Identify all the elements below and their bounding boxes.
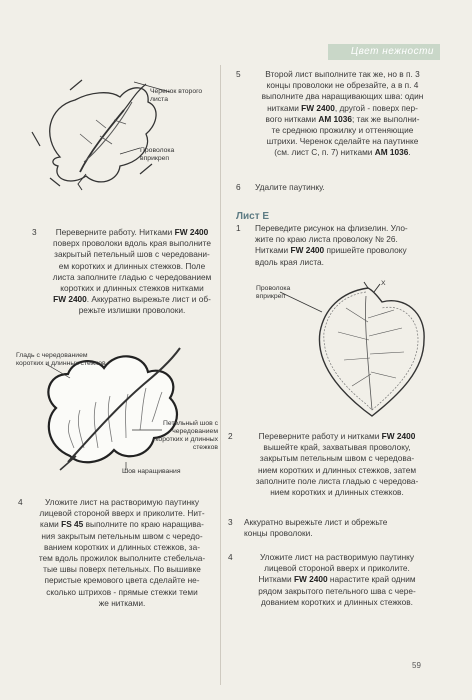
section-header: Цвет нежности [350,46,434,57]
label-stem: Черенок второго листа [150,88,203,103]
text-line: поверх проволоки вдоль края выполните [53,238,211,249]
text-line: Переверните работу и нитками FW 2400 [258,431,416,441]
step-number: 2 [228,431,233,441]
thread-code: AM 1036 [374,147,409,158]
text-line: Уложите лист на растворимую паутинку [44,497,200,507]
text-line: ем коротких и длинных стежков. Поле [58,260,206,271]
text-line: Уложите лист на растворимую паутинку [259,552,415,562]
thread-code: FS 45 [61,519,84,530]
column-divider [220,65,221,685]
section-title: Лист Е [236,211,270,222]
text-line: вдоль края листа. [255,256,324,267]
text-line: Удалите паутинку. [255,182,325,192]
text-line: закрытым петельным швом с чередова- [259,453,415,464]
step-number: 3 [32,227,37,237]
text-line: заполните поле листа гладью с чередова- [255,475,419,486]
step-6-text [255,182,435,193]
text-line: закрытый петельный шов с чередовани- [54,249,210,260]
label-wire-2: Проволока вприкреп [256,285,291,300]
text-line: Второй лист выполните так же, но в п. 3 [265,69,420,79]
text-line: Аккуратно вырежьте лист и обрежьте [244,517,388,527]
text-line: те среднюю прожилку и оттеняющие [271,125,414,136]
text-line: тем вдоль прожилок выполните стебельча- [38,553,206,564]
text-line: вышейте край, захватывая проволоку, [263,442,411,453]
text-line: Нитками FW 2400 пришейте проволоку [255,245,407,256]
text-line: дованием коротких и длинных стежков. [261,596,413,607]
step-5-text [251,69,434,159]
text-line: жите по краю листа проволоку № 26. [255,234,398,245]
step-number: 6 [236,182,241,192]
step-3-text [47,227,217,317]
label-overlay: Шов наращивания [122,468,181,475]
text-line: режьте излишки проволоки. [78,305,186,316]
text-line: нием коротких и длинных стежков. [270,487,404,498]
label-buttonhole: Петельный шов с чередованием коротких и длинных стежков [155,420,218,451]
figure-leaf-outline [290,282,440,422]
label-x-mark: Х [381,280,386,287]
text-line: (см. лист С, п. 7) нитками AM 1036. [274,147,411,158]
text-line: сколько штрихов - прямые стежки теми [46,586,198,597]
thread-code: FW 2400 [293,574,328,585]
text-line: штрихи. Черенок сделайте на паутинке [266,136,419,147]
text-line: коротких и длинных стежков нитками [60,283,204,294]
step-number: 4 [228,552,233,562]
thread-code: FW 2400 [301,102,335,113]
text-line: тые швы поверх петельных. По вышивке [43,564,201,575]
step-e4-text [241,552,433,608]
text-line: перистые кремового цвета сделайте не- [44,575,200,586]
text-line: листа заполните гладью с чередованием [52,271,212,282]
page-number: 59 [412,661,421,670]
thread-code: FW 2400 [174,227,209,237]
text-line: нитками FW 2400, другой - поверх пер- [267,102,418,113]
step-e1-text [255,223,435,268]
text-line: ния закрытым петельным швом с чередо- [41,530,203,541]
text-line: рядом закрытого петельного шва с чере- [258,585,416,596]
text-line: ками FS 45 выполните по краю наращива- [40,519,204,530]
step-e3-text [244,517,424,539]
label-satin: Гладь с чередованием коротких и длинных стежков [16,352,106,367]
thread-code: FW 2400 [381,431,416,441]
step-number: 1 [236,223,241,233]
text-line: Нитками FW 2400 нарастите край одним [258,574,416,585]
text-line: выполните два наращивающих шва: один [261,91,424,102]
step-e2-text [241,431,433,498]
step-number: 5 [236,69,241,79]
text-line: Переведите рисунок на флизелин. Уло- [255,223,408,233]
text-line: концы проволоки не обрезайте, а в п. 4 [266,80,419,91]
thread-code: AM 1036 [318,113,352,124]
text-line: концы проволоки. [244,528,313,539]
thread-code: FW 2400 [290,245,325,256]
text-line: лицевой стороной вверх и приколите. Нит- [39,508,205,519]
text-line: FW 2400. Аккуратно вырежьте лист и об- [53,294,211,305]
step-number: 4 [18,497,23,507]
text-line: лицевой стороной вверх и приколите. [264,563,410,574]
text-line: нием коротких и длинных стежков, затем [257,464,417,475]
thread-code: FW 2400 [53,294,87,305]
text-line: же нитками. [98,597,146,608]
figure-leaf-wire [20,62,220,222]
step-4-text [32,497,212,609]
text-line: ванием коротких и длинных стежков, за- [44,541,200,552]
label-wire-1: Проволока вприкреп [140,147,175,162]
text-line: вого нитками AM 1036; так же выполни- [265,113,420,124]
step-number: 3 [228,517,233,527]
text-line: Переверните работу. Нитками FW 2400 [55,227,209,237]
